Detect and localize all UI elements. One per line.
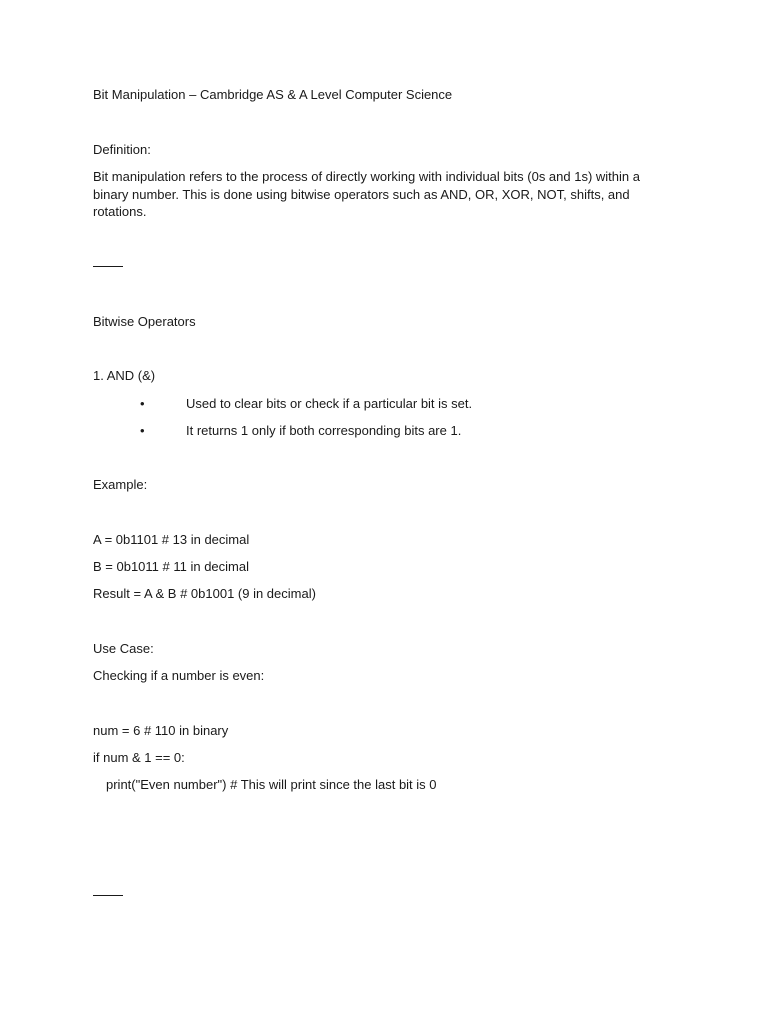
code-line: print("Even number") # This will print since the last bit is 0: [106, 777, 437, 792]
definition-paragraph: Bit manipulation refers to the process of directly working with individual bits (0s and 1s) within a binary number. This is done using bitwise operators such as AND, OR, XOR, NOT, shifts, and rotations.: [93, 169, 640, 219]
definition-heading: Definition:: [93, 142, 151, 157]
use-case-text: Checking if a number is even:: [93, 668, 265, 683]
example-line: B = 0b1011 # 11 in decimal: [93, 559, 249, 574]
example-heading: Example:: [93, 477, 148, 492]
list-item-text: It returns 1 only if both corresponding bits are 1.: [186, 423, 462, 438]
bullet-icon: •: [140, 396, 145, 411]
and-operator-heading: 1. AND (&): [93, 368, 156, 383]
example-line: Result = A & B # 0b1001 (9 in decimal): [93, 586, 316, 601]
section-heading: Bitwise Operators: [93, 314, 196, 329]
code-line: if num & 1 == 0:: [93, 750, 185, 765]
section-divider: [93, 266, 123, 267]
bullet-icon: •: [140, 423, 145, 438]
list-item-text: Used to clear bits or check if a particular bit is set.: [186, 396, 473, 411]
code-line: num = 6 # 110 in binary: [93, 723, 229, 738]
document-title: Bit Manipulation – Cambridge AS & A Level Computer Science: [93, 87, 453, 102]
section-divider: [93, 895, 123, 896]
example-line: A = 0b1101 # 13 in decimal: [93, 532, 250, 547]
use-case-heading: Use Case:: [93, 641, 154, 656]
